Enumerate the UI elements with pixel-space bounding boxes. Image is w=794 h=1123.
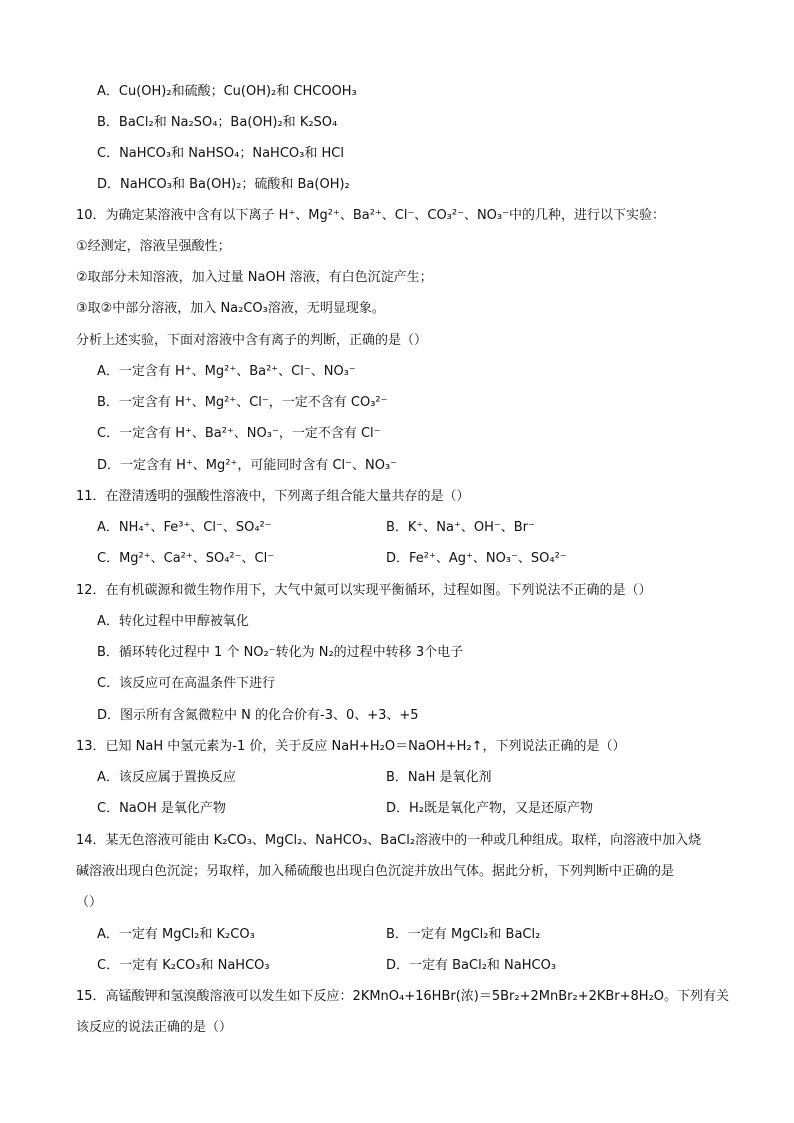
- q12-option-b: B．循环转化过程中 1 个 NO₂⁻转化为 N₂的过程中转移 3个电子: [97, 645, 464, 660]
- q10-step-1: ①经测定，溶液呈强酸性；: [76, 239, 231, 254]
- q12-option-d: D．图示所有含氮微粒中 N 的化合价有-3、0、+3、+5: [97, 708, 419, 723]
- q14-option-c: C．一定有 K₂CO₃和 NaHCO₃: [97, 958, 270, 973]
- q14-stem-line-2: 碱溶液出现白色沉淀；另取样，加入稀硫酸也出现白色沉淀并放出气体。据此分析，下列判断中正确的是: [76, 864, 675, 879]
- q10-step-2: ②取部分未知溶液，加入过量 NaOH 溶液，有白色沉淀产生；: [76, 270, 433, 285]
- q15-stem-line-2: 该反应的说法正确的是（）: [76, 1020, 233, 1035]
- q9-option-c: C．NaHCO₃和 NaHSO₄；NaHCO₃和 HCl: [97, 146, 344, 161]
- q14-stem-line-1: 14．某无色溶液可能由 K₂CO₃、MgCl₂、NaHCO₃、BaCl₂溶液中的一种或几种组成。取样，向溶液中加入烧: [76, 833, 702, 848]
- q11-option-d: D．Fe²⁺、Ag⁺、NO₃⁻、SO₄²⁻: [386, 551, 567, 566]
- q13-option-c: C．NaOH 是氧化产物: [97, 801, 226, 816]
- q13-option-d: D．H₂既是氧化产物，又是还原产物: [386, 801, 593, 816]
- q13-option-a: A．该反应属于置换反应: [97, 770, 236, 785]
- q10-stem: 10．为确定某溶液中含有以下离子 H⁺、Mg²⁺、Ba²⁺、Cl⁻、CO₃²⁻、NO₃⁻中的几种，进行以下实验：: [76, 208, 665, 223]
- q14-option-b: B．一定有 MgCl₂和 BaCl₂: [386, 927, 541, 942]
- q14-stem-line-3: （）: [76, 895, 103, 910]
- q9-option-d: D．NaHCO₃和 Ba(OH)₂；硫酸和 Ba(OH)₂: [97, 177, 350, 192]
- q11-option-a: A．NH₄⁺、Fe³⁺、Cl⁻、SO₄²⁻: [97, 520, 272, 535]
- q10-option-b: B．一定含有 H⁺、Mg²⁺、Cl⁻，一定不含有 CO₃²⁻: [97, 395, 388, 410]
- q11-option-b: B．K⁺、Na⁺、OH⁻、Br⁻: [386, 520, 535, 535]
- q12-option-c: C．该反应可在高温条件下进行: [97, 676, 276, 691]
- q10-question: 分析上述实验，下面对溶液中含有离子的判断，正确的是（）: [76, 333, 428, 348]
- q11-option-c: C．Mg²⁺、Ca²⁺、SO₄²⁻、Cl⁻: [97, 551, 275, 566]
- q10-option-a: A．一定含有 H⁺、Mg²⁺、Ba²⁺、Cl⁻、NO₃⁻: [97, 364, 356, 379]
- q13-stem: 13．已知 NaH 中氢元素为-1 价，关于反应 NaH+H₂O＝NaOH+H₂↑，下列说法正确的是（）: [76, 739, 626, 754]
- q12-option-a: A．转化过程中甲醇被氧化: [97, 614, 249, 629]
- q14-option-d: D．一定有 BaCl₂和 NaHCO₃: [386, 958, 557, 973]
- q10-step-3: ③取②中部分溶液，加入 Na₂CO₃溶液，无明显现象。: [76, 301, 385, 316]
- q12-stem: 12．在有机碳源和微生物作用下，大气中氮可以实现平衡循环，过程如图。下列说法不正确的是（）: [76, 583, 652, 598]
- q10-option-d: D．一定含有 H⁺、Mg²⁺，可能同时含有 Cl⁻、NO₃⁻: [97, 458, 398, 473]
- q14-option-a: A．一定有 MgCl₂和 K₂CO₃: [97, 927, 255, 942]
- q9-option-a: A．Cu(OH)₂和硫酸；Cu(OH)₂和 CHCOOH₃: [97, 84, 357, 99]
- q9-option-b: B．BaCl₂和 Na₂SO₄；Ba(OH)₂和 K₂SO₄: [97, 115, 338, 130]
- q10-option-c: C．一定含有 H⁺、Ba²⁺、NO₃⁻，一定不含有 Cl⁻: [97, 426, 381, 441]
- q15-stem-line-1: 15．高锰酸钾和氢溴酸溶液可以发生如下反应：2KMnO₄+16HBr(浓)＝5Br₂+2MnBr₂+2KBr+8H₂O。下列有关: [76, 989, 730, 1004]
- q11-stem: 11．在澄清透明的强酸性溶液中，下列离子组合能大量共存的是（）: [76, 489, 470, 504]
- q13-option-b: B．NaH 是氧化剂: [386, 770, 492, 785]
